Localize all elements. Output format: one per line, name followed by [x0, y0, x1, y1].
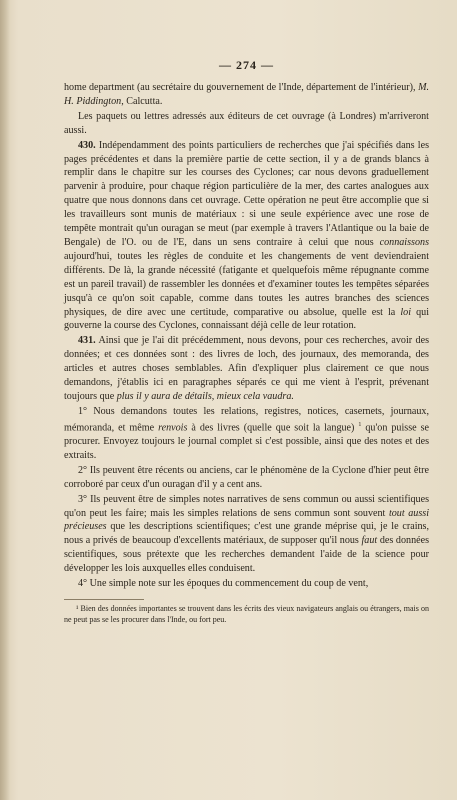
paragraph — [64, 464, 429, 492]
text-segment: à des livres (quelle que soit la langue) — [187, 422, 359, 434]
text-segment: aujourd'hui, toutes les règles de conduite et les changements de vent deviendraient différents. De là, la grande nécessité (fatigante et quelquefois même répugnante comme est un pareil travail) de rassembler les données et d'examiner toutes les tempêtes séparées jusqu'à ce qu'on soit capable, comme dans toutes les autres branches des sciences physiques, de dire avec une certitude, comparative ou absolue, quelle est la — [64, 250, 429, 318]
text-segment: M. H. Piddington — [64, 82, 429, 107]
text-segment: Les paquets ou lettres adressés aux éditeurs de cet ouvrage (à Londres) m'arriveront aussi. — [64, 110, 429, 136]
text-segment: qui gouverne la course des Cyclones, connaissant déjà celle de leur rotation. — [64, 306, 430, 332]
paragraph — [64, 493, 429, 576]
footnote: ¹ Bien des données importantes se trouvent dans les écrits des vieux navigateurs anglais ou étrangers, mais on ne peut pas se les procurer dans l'Inde, ou fort peu. — [64, 603, 429, 624]
paragraph — [64, 577, 429, 591]
text-segment: 430. — [78, 139, 96, 151]
text-segment: que les descriptions scientifiques; c'est une grande méprise qui, je le crains, nous a privés de beaucoup d'excellents matériaux, de supposer qu'il nous — [64, 521, 429, 547]
body-text — [64, 81, 429, 591]
paragraph — [64, 139, 429, 334]
text-segment: plus il y aura de détails, mieux cela vaudra. — [116, 390, 294, 402]
text-segment: connaissons — [379, 236, 429, 248]
text-segment: renvois — [158, 422, 188, 434]
text-segment: loi — [400, 306, 412, 318]
footnote-rule — [64, 599, 144, 600]
paragraph — [64, 334, 429, 404]
text-segment: 1 — [358, 421, 362, 428]
text-segment: 4° Une simple note sur les époques du commencement du coup de vent, — [78, 578, 369, 590]
text-segment: des données scientifiques, sous prétexte que les recherches demandent l'aide de la science pour développer les lois auxquelles elles conduisent. — [64, 535, 430, 575]
text-segment: tout aussi précieuses — [64, 507, 430, 533]
paragraph — [64, 405, 429, 463]
text-segment: Ainsi que je l'ai dit précédemment, nous devons, pour ces recherches, avoir des données; et ces données sont : des livres de loch, des journaux, des memoranda, des articles et autres choses semblables. Afin d'expliquer plus clairement ce que nous demandons, j'établis ici en paragraphes séparés ce qui me vient à l'esprit, prévenant toujours que — [64, 335, 429, 402]
text-segment: 2° Ils peuvent être récents ou anciens, car le phénomène de la Cyclone d'hier peut être corroboré par ceux d'un ouragan d'il y a cent ans. — [64, 464, 429, 490]
text-segment: 1° Nous demandons toutes les relations, registres, notices, casernets, journaux, mémoranda, et même — [64, 405, 429, 434]
paragraph — [64, 110, 429, 138]
text-segment: , Calcutta. — [121, 95, 163, 107]
text-segment: 3° Ils peuvent être de simples notes narratives de sens commun ou aussi scientifiques qu'on peut les faire; mais les simples relations de sens commun sont souvent — [64, 493, 429, 519]
text-segment: qu'on puisse se procurer. Envoyez toujours le journal complet si c'est possible, ainsi que des notes et des extraits. — [64, 422, 429, 461]
text-segment: 431. — [78, 335, 96, 347]
page-number: — 274 — — [219, 58, 274, 72]
text-segment: Indépendamment des points particuliers de recherches que j'ai spécifiés dans les pages précédentes et dans la première partie de cette section, il y a de grands blancs à remplir dans le chapitre sur les courses des Cyclones; car nous devons graduellement parvenir à produire, pour chaque région particulière de la mer, des cartes analogues aux quatre que nous donnons dans cet ouvrage. Cette opération ne peut être accomplie que si les travailleurs sont munis de matériaux : si une seule expérience avec une rose de tempête montrait qu'un ouragan se meut (par exemple à travers l'Atlantique ou la baie de Bengale) de l'O. ou de l'E, dans un sens contraire à celui que nous — [64, 139, 429, 248]
text-segment: home department (au secrétaire du gouvernement de l'Inde, département de l'intérieur), — [64, 82, 419, 93]
paragraph — [64, 81, 429, 109]
text-segment: faut — [361, 535, 378, 547]
